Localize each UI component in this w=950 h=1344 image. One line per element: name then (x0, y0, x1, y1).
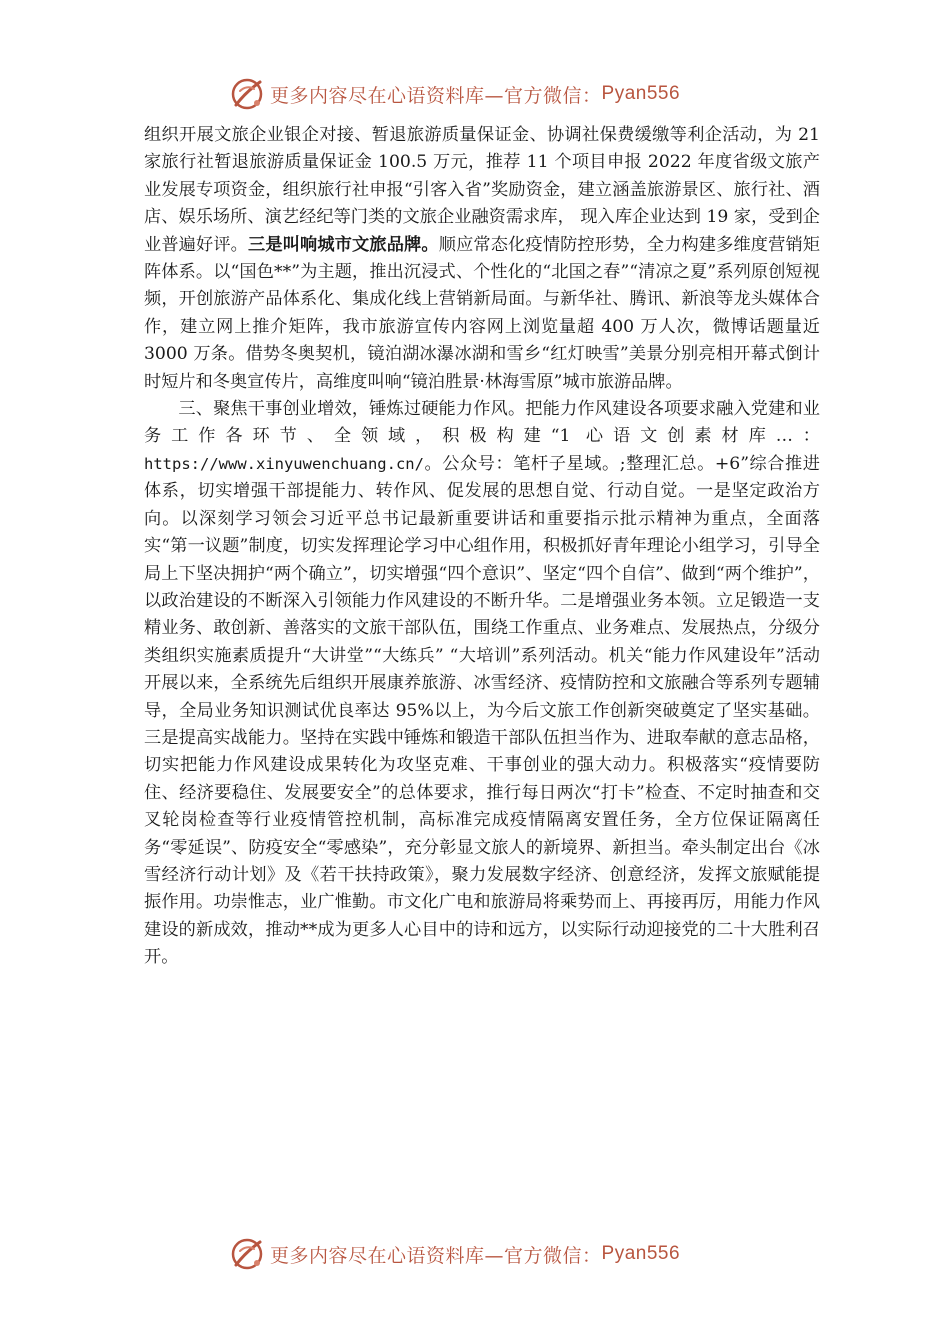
brand-logo-icon (230, 1237, 264, 1271)
paragraph-1 (144, 122, 820, 396)
header-banner-text: 更多内容尽在心语资料库—官方微信： (270, 84, 602, 107)
header-banner-handle: Pyan556 (601, 83, 681, 104)
paragraph-2-url: https://www.xinyuwenchuang.cn/ (144, 454, 424, 473)
paragraph-2-text-a: 三、聚焦干事创业增效，锤炼过硬能力作风。把能力作风建设各项要求融入党建和业务工作各环节、全领域，积极构建“1 心语文创素材库…： (144, 399, 820, 447)
footer-banner-handle: Pyan556 (601, 1243, 681, 1264)
paragraph-2 (144, 396, 820, 972)
footer-banner-text: 更多内容尽在心语资料库—官方微信： (270, 1244, 602, 1267)
header-banner (230, 74, 730, 114)
paragraph-1-text-b: 顺应常态化疫情防控形势，全力构建多维度营销矩阵体系。以“国色**”为主题，推出沉浸式、个性化的“北国之春”“清凉之夏”系列原创短视频，开创旅游产品体系化、集成化线上营销新局面。与新华社、腾讯、新浪等龙头媒体合作，建立网上推介矩阵，我市旅游宣传内容网上浏览量超 400 万人次，微博话题量近 3000 万条。借势冬奥契机，镜泊湖冰瀑冰湖和雪乡“红灯映雪”美景分别亮相开幕式倒计时短片和冬奥宣传片，高维度叫响“镜泊胜景·林海雪原”城市旅游品牌。 (144, 234, 820, 392)
paragraph-1-bold-heading: 三是叫响城市文旅品牌。 (248, 234, 439, 255)
footer-banner (230, 1234, 730, 1274)
document-body (144, 122, 820, 972)
paragraph-2-text-b: 。公众号：笔杆子星域。;整理汇总。+6”综合推进体系，切实增强干部提能力、转作风、促发展的思想自觉、行动自觉。一是坚定政治方向。以深刻学习领会习近平总书记最新重要讲话和重要指示批示精神为重点，全面落实“第一议题”制度，切实发挥理论学习中心组作用，积极抓好青年理论小组学习，引导全局上下坚决拥护“两个确立”，切实增强“四个意识”、坚定“四个自信”、做到“两个维护”，以政治建设的不断深入引领能力作风建设的不断升华。二是增强业务本领。立足锻造一支精业务、敢创新、善落实的文旅干部队伍，围绕工作重点、业务难点、发展热点，分级分类组织实施素质提升“大讲堂”“大练兵” “大培训”系列活动。机关“能力作风建设年”活动开展以来，全系统先后组织开展康养旅游、冰雪经济、疫情防控和文旅融合等系列专题辅导，全局业务知识测试优良率达 95%以上，为今后文旅工作创新突破奠定了坚实基础。三是提高实战能力。坚持在实践中锤炼和锻造干部队伍担当作为、进取奉献的意志品格，切实把能力作风建设成果转化为攻坚克难、干事创业的强大动力。积极落实“疫情要防住、经济要稳住、发展要安全”的总体要求，推行每日两次“打卡”检查、不定时抽查和交叉轮岗检查等行业疫情管控机制，高标准完成疫情隔离安置任务，全方位保证隔离任务“零延误”、防疫安全“零感染”，充分彰显文旅人的新境界、新担当。牵头制定出台《冰雪经济行动计划》及《若干扶持政策》，聚力发展数字经济、创意经济，发挥文旅赋能提振作用。功崇惟志，业广惟勤。市文化广电和旅游局将乘势而上、再接再厉，用能力作风建设的新成效，推动**成为更多人心目中的诗和远方，以实际行动迎接党的二十大胜利召开。 (144, 453, 820, 968)
paragraph-1-text-a: 组织开展文旅企业银企对接、暂退旅游质量保证金、协调社保费缓缴等利企活动，为 21 家旅行社暂退旅游质量保证金 100.5 万元，推荐 11 个项目申报 2022 年度省级文旅产业发展专项资金，组织旅行社申报“引客入省”奖励资金，建立涵盖旅游景区、旅行社、酒店、娱乐场所、演艺经纪等门类的文旅企业融资需求库， 现入库企业达到 19 家，受到企业普遍好评。 (144, 125, 820, 255)
brand-logo-icon (230, 77, 264, 111)
